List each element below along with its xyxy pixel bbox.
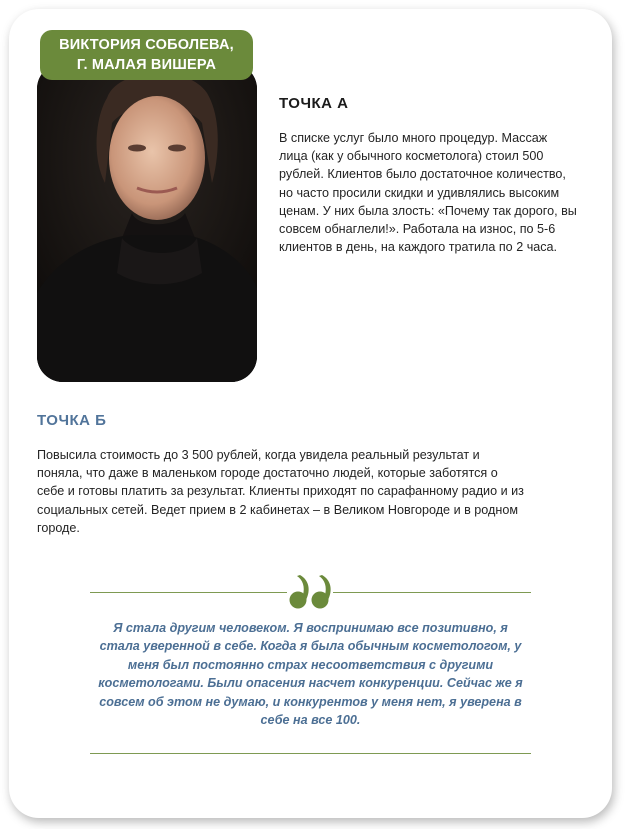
quote-divider-bottom bbox=[90, 753, 531, 754]
city-line: Г. МАЛАЯ ВИШЕРА bbox=[76, 57, 217, 73]
name-line: ВИКТОРИЯ СОБОЛЕВА, bbox=[59, 37, 234, 53]
portrait-illustration bbox=[37, 63, 257, 382]
name-badge bbox=[40, 30, 253, 80]
point-b-text: Повысила стоимость до 3 500 рублей, когда увидела реальный результат и поняла, что даже в маленьком городе достаточно людей, которые заботятся о себе и готовы платить за результат. Клиенты приходят по сарафанному радио и из социальных сетей. Ведет прием в 2 кабинетах – в Великом Новгороде и в родном городе. bbox=[37, 448, 524, 535]
point-a-heading: ТОЧКА А bbox=[279, 95, 349, 112]
point-b-heading: ТОЧКА Б bbox=[37, 412, 107, 429]
quote-marks-icon bbox=[287, 575, 333, 611]
testimonial-quote: Я стала другим человеком. Я воспринимаю все позитивно, я стала уверенной в себе. Когда я была обычным косметологом, у меня был постоянно страх несоответствия с другими косметологами. Были опасения насчет конкуренции. Сейчас же я совсем об этом не думаю, и конкурентов у меня нет, я уверена в себе на все 100. bbox=[98, 621, 523, 728]
portrait-photo bbox=[37, 63, 257, 382]
point-a-text: В списке услуг было много процедур. Массаж лица (как у обычного косметолога) стоил 500 рублей. Клиентов было достаточное количество, но часто просили скидки и удивлялись высоким ценам. У них была злость: «Почему так дорого, вы совсем обнаглели!». Работала на износ, по 5-6 клиентов в день, на каждого тратила по 2 часа. bbox=[279, 131, 577, 255]
